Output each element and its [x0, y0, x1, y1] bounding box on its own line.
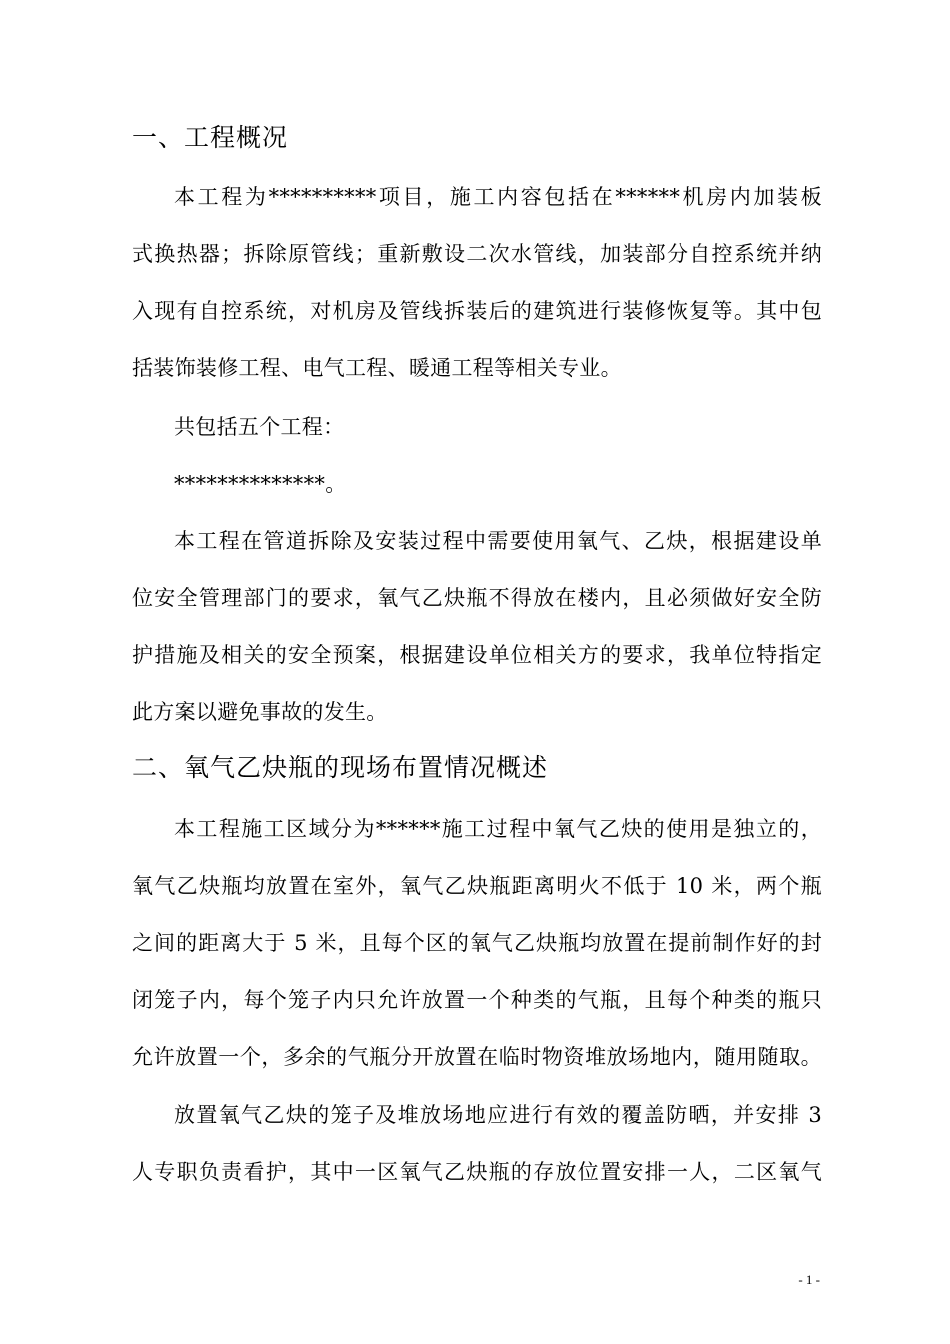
paragraph-line: 此方案以避免事故的发生。	[132, 700, 388, 724]
paragraph-line: 式换热器；拆除原管线；重新敷设二次水管线，加装部分自控系统并纳	[132, 242, 822, 266]
paragraph-line: 氧气乙炔瓶均放置在室外，氧气乙炔瓶距离明火不低于 10 米，两个瓶	[132, 874, 822, 898]
paragraph-line: 本工程在管道拆除及安装过程中需要使用氧气、乙炔，根据建设单	[174, 529, 822, 553]
section-heading-2: 二、氧气乙炔瓶的现场布置情况概述	[132, 753, 549, 782]
section-heading-1: 一、工程概况	[132, 123, 289, 152]
paragraph-line: **************。	[174, 472, 347, 496]
paragraph-line: 位安全管理部门的要求，氧气乙炔瓶不得放在楼内，且必须做好安全防	[132, 586, 822, 610]
paragraph-line: 允许放置一个，多余的气瓶分开放置在临时物资堆放场地内，随用随取。	[132, 1045, 822, 1069]
paragraph-line: 护措施及相关的安全预案，根据建设单位相关方的要求，我单位特指定	[132, 643, 822, 667]
paragraph-line: 入现有自控系统，对机房及管线拆装后的建筑进行装修恢复等。其中包	[132, 299, 822, 323]
page-number: - 1 -	[798, 1272, 820, 1287]
paragraph-line: 本工程施工区域分为******施工过程中氧气乙炔的使用是独立的，	[174, 817, 822, 841]
paragraph-line: 放置氧气乙炔的笼子及堆放场地应进行有效的覆盖防晒，并安排 3	[174, 1103, 822, 1127]
paragraph-line: 括装饰装修工程、电气工程、暖通工程等相关专业。	[132, 356, 622, 380]
paragraph-line: 闭笼子内，每个笼子内只允许放置一个种类的气瓶，且每个种类的瓶只	[132, 988, 822, 1012]
paragraph-line: 人专职负责看护，其中一区氧气乙炔瓶的存放位置安排一人，二区氧气	[132, 1160, 822, 1184]
paragraph-line: 本工程为**********项目，施工内容包括在******机房内加装板	[174, 185, 822, 209]
paragraph-line: 共包括五个工程：	[174, 415, 345, 439]
paragraph-line: 之间的距离大于 5 米，且每个区的氧气乙炔瓶均放置在提前制作好的封	[132, 931, 822, 955]
